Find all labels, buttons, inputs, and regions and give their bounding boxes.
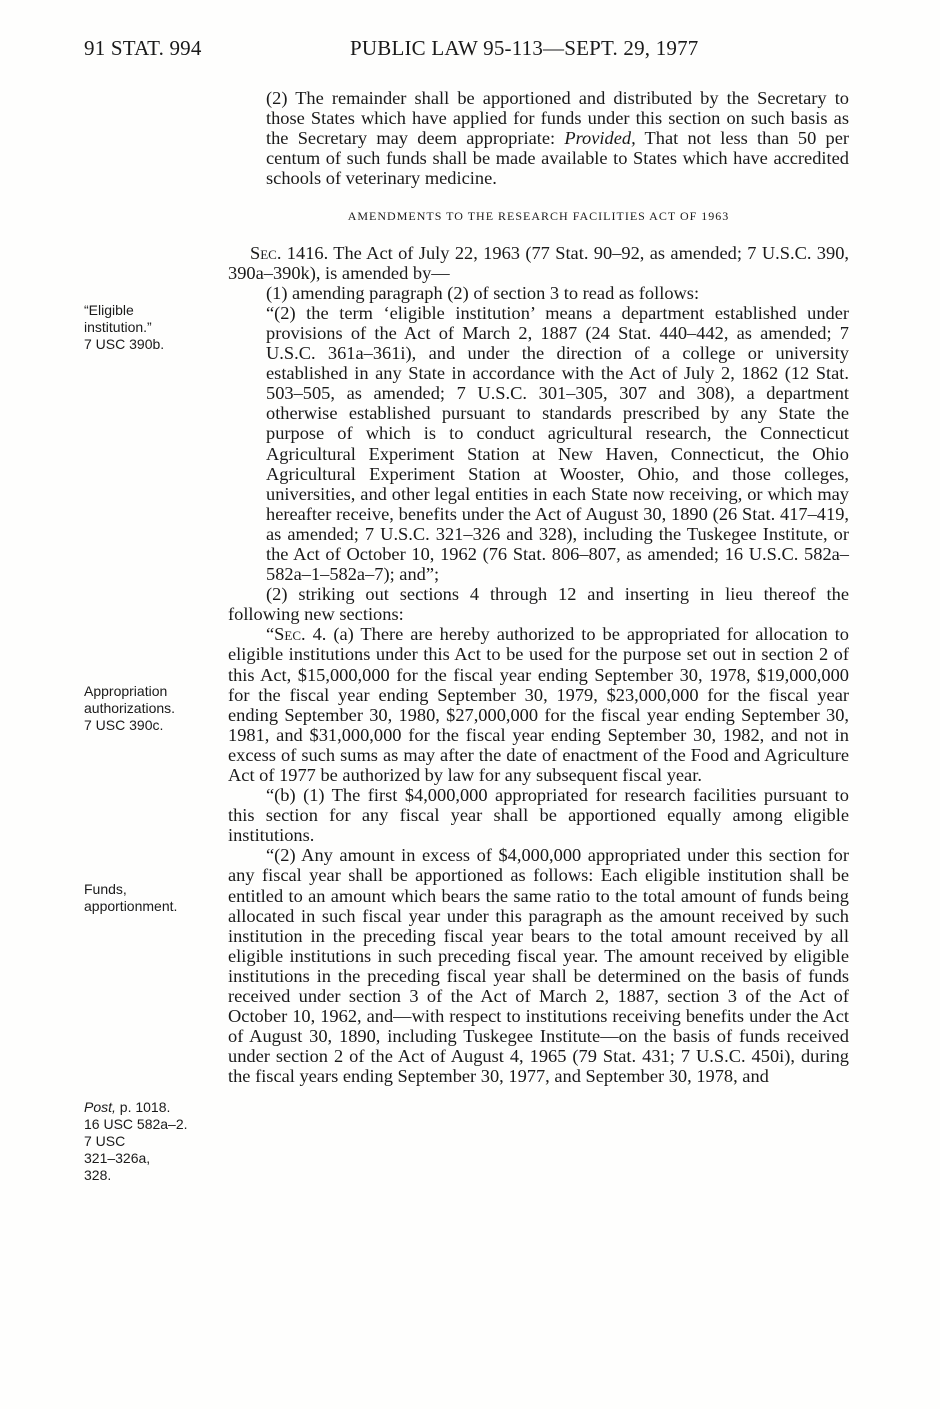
margin-note-appropriation: Appropriation authorizations. 7 USC 390c. — [84, 683, 176, 733]
amendment-2: (2) striking out sections 4 through 12 and inserting in lieu thereof the following new sections: — [228, 584, 849, 625]
page-citation: 91 STAT. 994 — [84, 36, 202, 60]
margin-note-funds: Funds, apportionment. — [84, 881, 178, 914]
paragraph-remainder: (2) The remainder shall be apportioned and distributed by the Secretary to those States which have applied for funds under this section on such basis as the Secretary may deem appropriate: Provided, That not less than 50 per centum of such funds shall be made available to States which have accredited schools of veterinary medicine. — [266, 88, 849, 189]
section-1416: Sec. 1416. The Act of July 22, 1963 (77 Stat. 90–92, as amended; 7 U.S.C. 390, 390a–390k), is amended by— — [228, 242, 849, 283]
margin-note-eligible: “Eligible institution.” 7 USC 390b. — [84, 302, 165, 352]
section-heading: AMENDMENTS TO THE RESEARCH FACILITIES ACT OF 1963 — [347, 209, 730, 224]
margin-note-post: Post, p. 1018. 16 USC 582a–2. 7 USC 321–326a, 328. — [84, 1099, 188, 1183]
body-text — [228, 88, 849, 1087]
section-4b1: “(b) (1) The first $4,000,000 appropriated for research facilities pursuant to this section for any fiscal year shall be apportioned equally among eligible institutions. — [228, 785, 849, 846]
running-head: PUBLIC LAW 95-113—SEPT. 29, 1977 — [350, 36, 699, 60]
eligible-institution-definition: “(2) the term ‘eligible institution’ means a department established under provisions of the Act of March 2, 1887 (24 Stat. 440–442, as amended; 7 U.S.C. 361a–361i), and under the direction of a college or university established in any State in accordance with the Act of July 2, 1862 (12 Stat. 503–505, as amended; 7 U.S.C. 301–305, 307 and 308), a department otherwise established pursuant to standards prescribed by any State the purpose of which is to conduct agricultural research, the Connecticut Agricultural Experiment Station at New Haven, Connecticut, the Ohio Agricultural Experiment Station at Wooster, Ohio, and those colleges, universities, and other legal entities in each State now receiving, or which may hereafter receive, benefits under the Act of August 30, 1890 (26 Stat. 417–419, as amended; 7 U.S.C. 321–326 and 328), including the Tuskegee Institute, or the Act of October 10, 1962 (76 Stat. 806–807, as amended; 16 U.S.C. 582a–582a–1–582a–7); and”; — [266, 302, 849, 585]
amendment-1: (1) amending paragraph (2) of section 3 to read as follows: — [266, 282, 700, 303]
section-4a: “Sec. 4. (a) There are hereby authorized to be appropriated for allocation to eligible institutions under this Act to be used for the purpose set out in section 2 of this Act, $15,000,000 for the fiscal year ending September 30, 1978, $19,000,000 for the fiscal year ending September 30, 1979, $23,000,000 for the fiscal year ending September 30, 1980, $27,000,000 for the fiscal year ending September 30, 1981, and $31,000,000 for the fiscal year ending September 30, 1982, and not in excess of such sums as may after the date of enactment of the Food and Agriculture Act of 1977 be authorized by law for any subsequent fiscal year. — [228, 624, 849, 785]
section-4b2: “(2) Any amount in excess of $4,000,000 appropriated under this section for any fiscal year shall be apportioned as follows: Each eligible institution shall be entitled to an amount which bears the same ratio to the total amount of funds being allocated in such fiscal year under this paragraph as the amount received by such institution in the preceding fiscal year bears to the total amount received by all eligible institutions in such preceding fiscal year. The amount received by eligible institutions in the preceding fiscal year shall be determined on the basis of funds received under section 3 of the Act of March 2, 1887, section 3 of the Act of October 10, 1962, and—with respect to institutions receiving benefits under the Act of August 30, 1890, including Tuskegee Institute—on the basis of funds received under section 2 of the Act of August 4, 1965 (79 Stat. 431; 7 U.S.C. 450i), during the fiscal years ending September 30, 1977, and September 30, 1978, and — [228, 845, 849, 1087]
